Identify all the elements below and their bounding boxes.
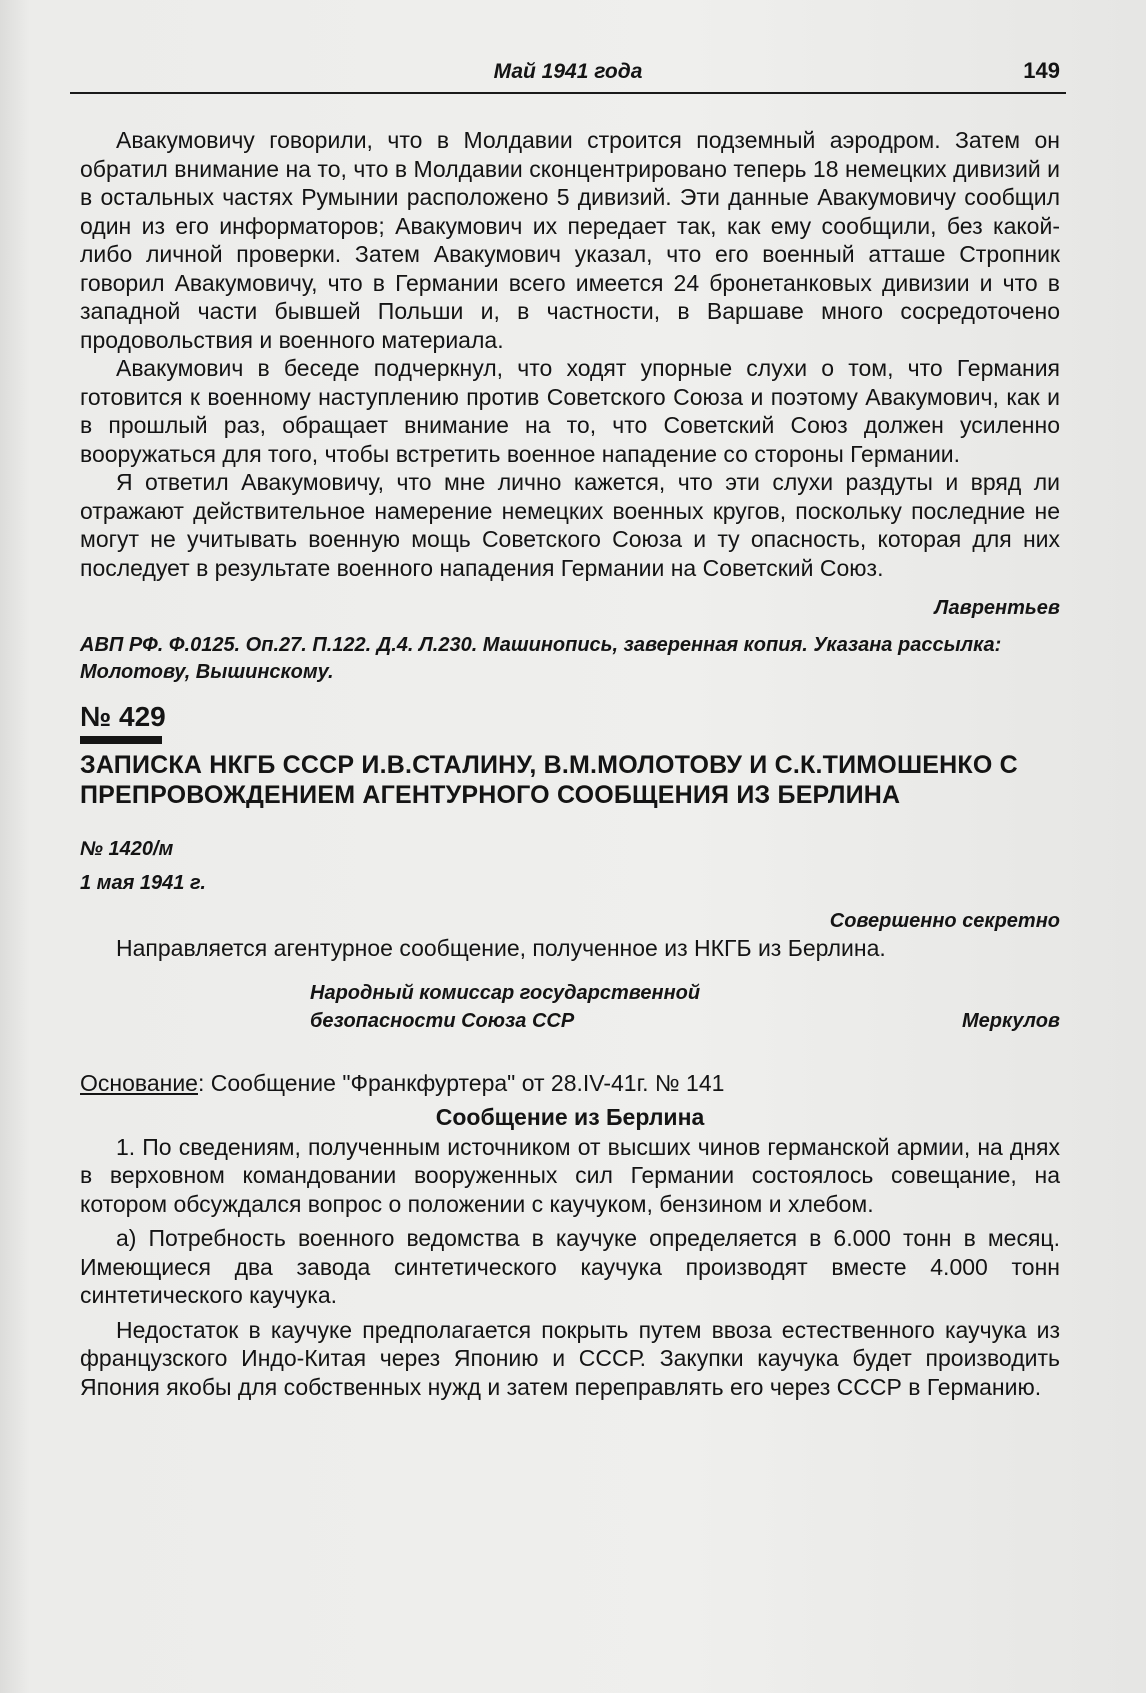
document-number-bar [80,736,162,744]
signer-position-line-1: Народный комиссар государственной [310,981,701,1004]
signer-position [310,979,700,1035]
basis-text: : Сообщение "Франкфуртера" от 28.IV-41г. № 141 [197,1069,725,1096]
archive-reference: АВП РФ. Ф.0125. Оп.27. П.122. Д.4. Л.230. Машинопись, заверенная копия. Указана рассылка: Молотову, Вышинскому. [80,634,1002,683]
message-paragraph-1: 1. По сведениям, полученным источником от высших чинов германской армии, на днях в верховном командовании вооруженных сил Германии состоялось совещание, на котором обсуждался вопрос о положении с каучуком, бензином и хлебом. [80,1133,1060,1217]
registration-number: № 1420/м [80,838,174,860]
basis-line [80,1069,1060,1097]
document-number: № 429 [80,701,166,732]
document-date: 1 мая 1941 г. [80,872,206,894]
message-paragraph-3: Недостаток в каучуке предполагается покрыть путем ввоза естественного каучука из французского Индо-Китая через Японию и СССР. Закупки каучука будет производить Япония якобы для собственных нужд и затем переправлять его через СССР в Германию. [80,1316,1060,1400]
page-content [80,126,1060,1401]
paragraph-1: Авакумовичу говорили, что в Молдавии строится подземный аэродром. Затем он обратил внимание на то, что в Молдавии сконцентрировано теперь 18 немецких дивизий и в остальных частях Румынии расположено 5 дивизий. Эти данные Авакумовичу сообщил один из его информаторов; Авакумович их передает так, как ему сообщили, без какой-либо личной проверки. Затем Авакумович указал, что его военный атташе Стропник говорил Авакумовичу, что в Германии всего имеется 24 бронетанковых дивизии и что в западной части бывшей Польши и, в частности, в Варшаве много сосредоточено продовольствия и военного материала. [80,127,1060,353]
running-title: Май 1941 года [493,60,643,83]
classification-stamp: Совершенно секретно [829,910,1060,932]
document-title: ЗАПИСКА НКГБ СССР И.В.СТАЛИНУ, В.М.МОЛОТОВУ И С.К.ТИМОШЕНКО С ПРЕПРОВОЖДЕНИЕМ АГЕНТУРНОГО СООБЩЕНИЯ ИЗ БЕРЛИНА [80,751,1018,809]
signer-name: Меркулов [962,1009,1060,1032]
signature-block [80,979,1060,1043]
signer-position-line-2: безопасности Союза ССР [310,1009,575,1032]
page-header [70,52,1066,94]
message-title: Сообщение из Берлина [435,1103,705,1130]
paragraph-3: Я ответил Авакумовичу, что мне лично кажется, что эти слухи раздуты и вряд ли отражают действительное намерение немецких военных кругов, поскольку последние не могут не учитывать военную мощь Советского Союза и ту опасность, которая для них последует в результате военного нападения Германии на Советский Союз. [80,469,1060,581]
page-number: 149 [1023,58,1060,83]
paragraph-2: Авакумович в беседе подчеркнул, что ходят упорные слухи о том, что Германия готовится к военному наступлению против Советского Союза и поэтому Авакумович, как и в прошлый раз, обращает внимание на то, что Советский Союз должен усиленно вооружаться для того, чтобы встретить военное нападение со стороны Германии. [80,355,1060,467]
document-meta [80,832,1060,900]
basis-label: Основание [80,1069,198,1096]
message-paragraph-2: а) Потребность военного ведомства в каучуке определяется в 6.000 тонн в месяц. Имеющиеся два завода синтетического каучука производят вместе 4.000 тонн синтетического каучука. [80,1225,1060,1308]
cover-text: Направляется агентурное сообщение, полученное из НКГБ из Берлина. [116,935,886,961]
signature-lavrentiev: Лаврентьев [934,597,1060,619]
